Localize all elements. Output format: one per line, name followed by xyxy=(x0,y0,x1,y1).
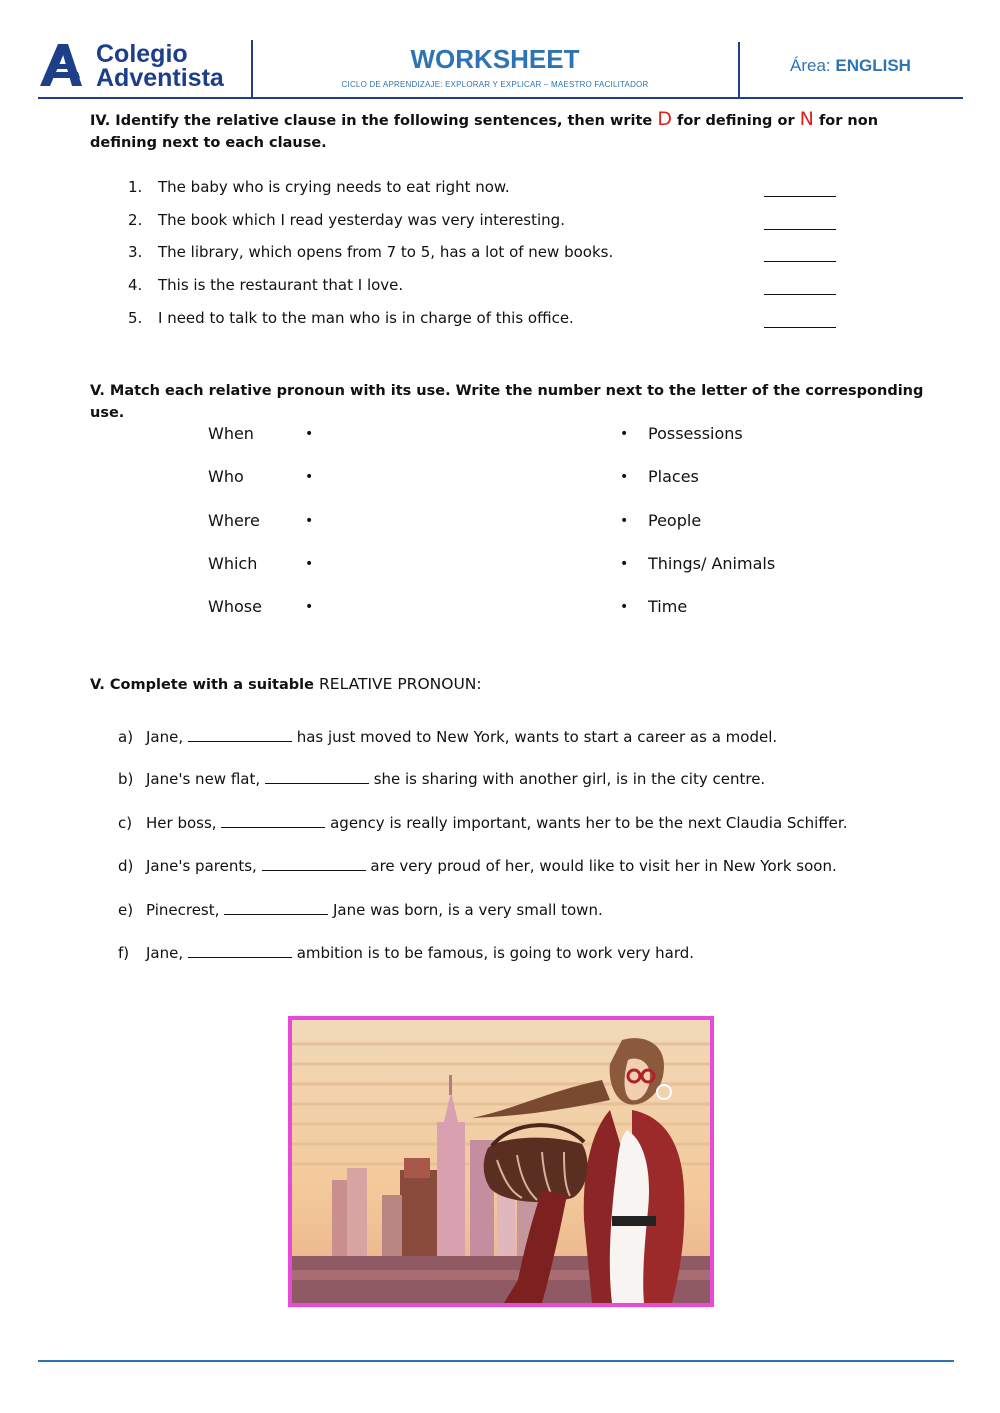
answer-blank[interactable] xyxy=(764,327,836,328)
item-number: 5. xyxy=(128,309,143,327)
section6-instructions xyxy=(90,673,482,696)
section4-instr-part2: for defining or xyxy=(677,113,795,129)
area-label: Área: xyxy=(790,56,831,75)
school-name-line2: Adventista xyxy=(96,64,224,92)
fill-blank[interactable] xyxy=(265,769,369,784)
header-divider-left xyxy=(251,40,253,98)
city-woman-illustration xyxy=(292,1020,710,1303)
section4-instr-line2: defining next to each clause. xyxy=(90,135,327,151)
fill-blank[interactable] xyxy=(262,856,366,871)
worksheet-subtitle: CICLO DE APRENDIZAJE: EXPLORAR Y EXPLICAR – MAESTRO FACILITADOR xyxy=(341,80,649,89)
list-item xyxy=(128,309,574,327)
use-people: People xyxy=(648,511,702,530)
section5-instructions xyxy=(90,380,930,424)
item-number: 1. xyxy=(128,178,143,196)
match-dot-left[interactable]: • xyxy=(305,469,314,485)
use-places: Places xyxy=(648,467,699,486)
answer-blank[interactable] xyxy=(764,294,836,295)
item-letter: f) xyxy=(118,944,130,962)
item-letter: e) xyxy=(118,901,134,919)
list-item xyxy=(128,276,403,294)
item-text: The library, which opens from 7 to 5, has a lot of new books. xyxy=(158,243,614,261)
section6-instr-part2: RELATIVE PRONOUN: xyxy=(319,675,482,693)
section5-instr-line2: use. xyxy=(90,405,125,421)
fill-blank[interactable] xyxy=(221,813,325,828)
item-text: This is the restaurant that I love. xyxy=(158,276,404,294)
fill-blank[interactable] xyxy=(188,943,292,958)
area-value: ENGLISH xyxy=(835,56,911,75)
letter-n: N xyxy=(799,108,814,130)
list-item xyxy=(128,211,565,229)
section4-instr-part3: for non xyxy=(818,113,879,129)
list-item xyxy=(118,900,603,919)
item-after: has just moved to New York, wants to start a career as a model. xyxy=(296,728,778,746)
match-dot-left[interactable]: • xyxy=(305,426,314,442)
school-name-line1: Colegio xyxy=(96,40,188,68)
list-item xyxy=(128,243,613,261)
use-time: Time xyxy=(648,597,688,616)
pronoun-who: Who xyxy=(208,467,244,486)
item-after: are very proud of her, would like to visit her in New York soon. xyxy=(370,857,837,875)
list-item xyxy=(118,813,847,832)
section6-instr-part1: V. Complete with a suitable xyxy=(90,677,314,693)
answer-blank[interactable] xyxy=(764,261,836,262)
match-dot-right[interactable]: • xyxy=(620,469,629,485)
item-letter: c) xyxy=(118,814,133,832)
section4-instructions xyxy=(90,108,910,154)
item-after: she is sharing with another girl, is in the city centre. xyxy=(373,770,766,788)
pronoun-which: Which xyxy=(208,554,258,573)
item-text: The book which I read yesterday was very interesting. xyxy=(158,211,565,229)
list-item xyxy=(118,769,765,788)
use-possessions: Possessions xyxy=(648,424,743,443)
match-dot-right[interactable]: • xyxy=(620,513,629,529)
header-divider-right xyxy=(738,42,740,98)
illustration-frame xyxy=(288,1016,714,1307)
list-item xyxy=(118,727,777,746)
item-number: 3. xyxy=(128,243,143,261)
list-item xyxy=(118,943,694,962)
pronoun-where: Where xyxy=(208,511,260,530)
answer-blank[interactable] xyxy=(764,229,836,230)
match-dot-right[interactable]: • xyxy=(620,556,629,572)
item-before: Jane, xyxy=(146,728,184,746)
item-before: Jane, xyxy=(146,944,184,962)
item-number: 4. xyxy=(128,276,143,294)
list-item xyxy=(128,178,510,196)
item-after: Jane was born, is a very small town. xyxy=(332,901,603,919)
item-before: Jane's new flat, xyxy=(146,770,261,788)
match-dot-left[interactable]: • xyxy=(305,599,314,615)
fill-blank[interactable] xyxy=(188,727,292,742)
school-logo-icon xyxy=(38,42,84,88)
school-name xyxy=(96,42,224,90)
fill-blank[interactable] xyxy=(224,900,328,915)
footer-rule xyxy=(38,1360,954,1362)
worksheet-title: WORKSHEET xyxy=(410,44,580,74)
subject-area xyxy=(790,56,911,76)
item-before: Jane's parents, xyxy=(146,857,257,875)
use-things-animals: Things/ Animals xyxy=(648,554,776,573)
answer-blank[interactable] xyxy=(764,196,836,197)
item-letter: a) xyxy=(118,728,134,746)
item-before: Her boss, xyxy=(146,814,217,832)
item-letter: d) xyxy=(118,857,134,875)
item-after: ambition is to be famous, is going to work very hard. xyxy=(296,944,695,962)
item-after: agency is really important, wants her to be the next Claudia Schiffer. xyxy=(330,814,848,832)
item-letter: b) xyxy=(118,770,134,788)
match-dot-left[interactable]: • xyxy=(305,513,314,529)
letter-d: D xyxy=(657,108,672,130)
pronoun-when: When xyxy=(208,424,254,443)
pronoun-whose: Whose xyxy=(208,597,262,616)
match-dot-right[interactable]: • xyxy=(620,599,629,615)
match-dot-right[interactable]: • xyxy=(620,426,629,442)
section5-instr-line1: V. Match each relative pronoun with its use. Write the number next to the letter of the corresponding xyxy=(90,383,924,399)
match-dot-left[interactable]: • xyxy=(305,556,314,572)
item-text: I need to talk to the man who is in charge of this office. xyxy=(158,309,574,327)
section4-instr-part1: IV. Identify the relative clause in the following sentences, then write xyxy=(90,113,653,129)
item-number: 2. xyxy=(128,211,143,229)
list-item xyxy=(118,856,837,875)
item-text: The baby who is crying needs to eat right now. xyxy=(158,178,510,196)
item-before: Pinecrest, xyxy=(146,901,220,919)
header-rule xyxy=(38,97,963,99)
